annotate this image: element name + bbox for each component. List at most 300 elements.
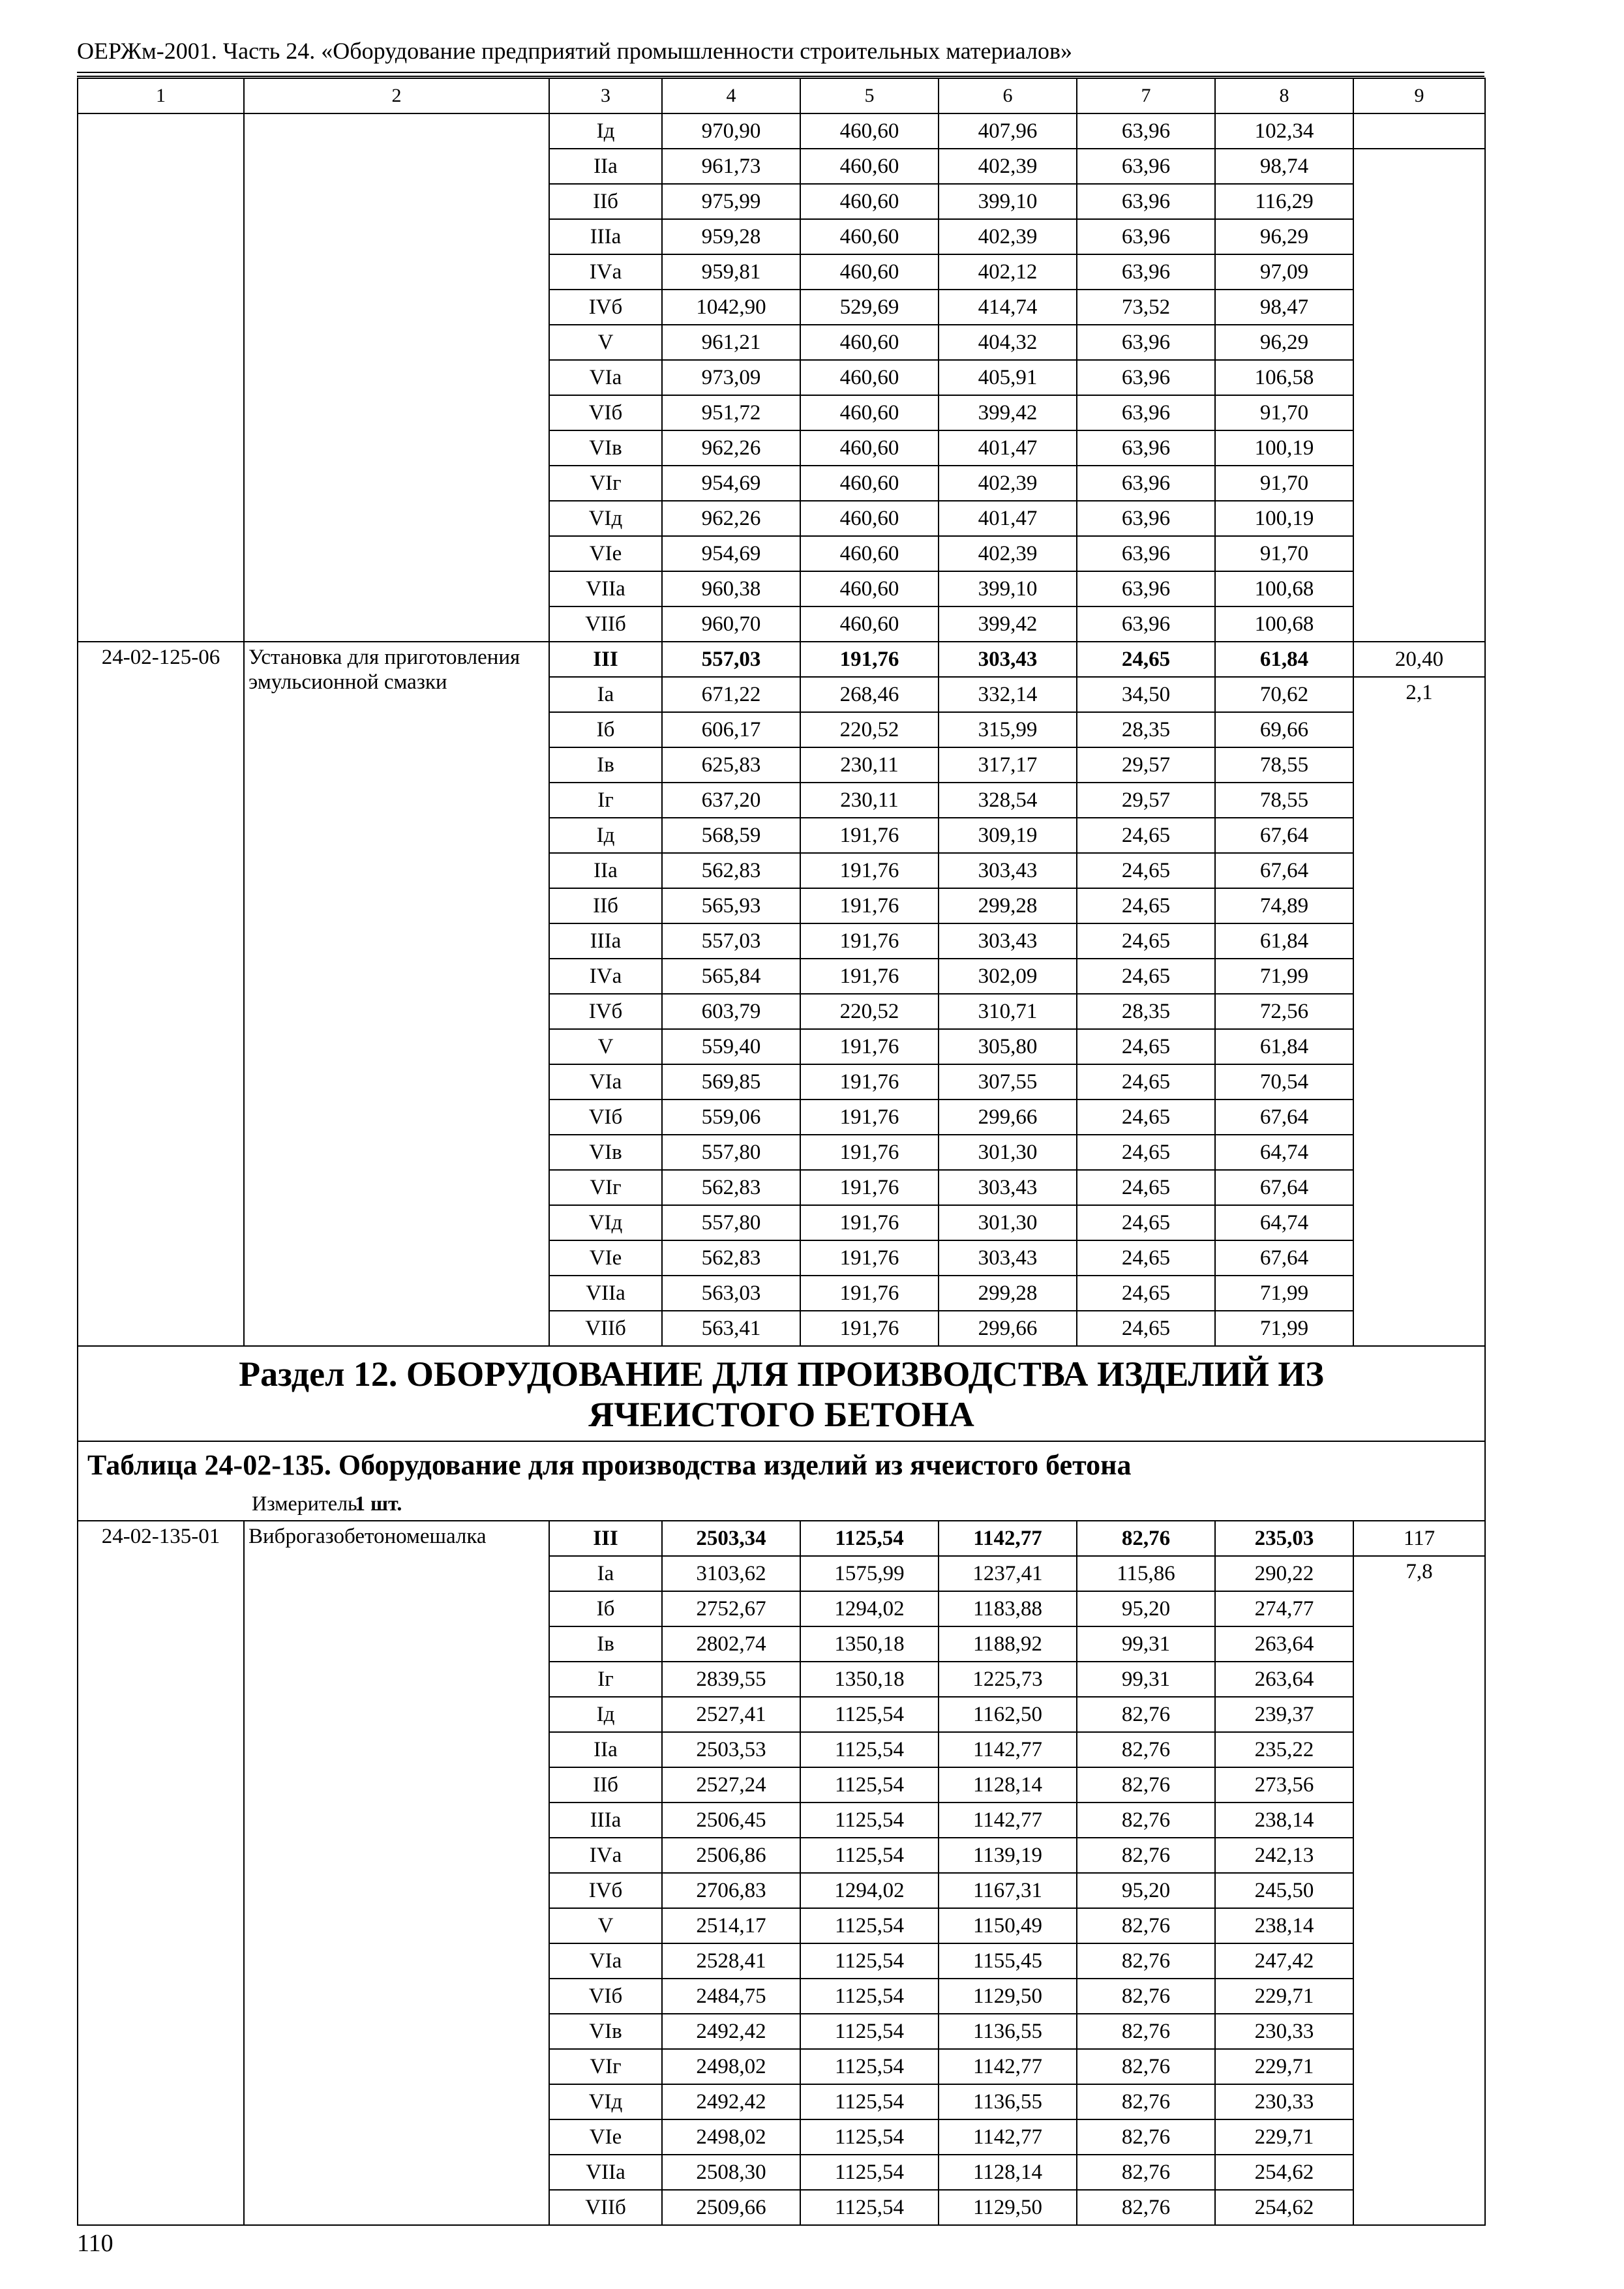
value-cell: 235,03: [1215, 1521, 1353, 1556]
value-cell: 273,56: [1215, 1767, 1353, 1803]
value-cell: 559,40: [662, 1029, 800, 1064]
value-cell: 401,47: [939, 430, 1077, 466]
value-cell: 100,19: [1215, 430, 1353, 466]
zone-cell: VIг: [549, 2049, 662, 2084]
value-cell: 299,66: [939, 1100, 1077, 1135]
value-cell: 1136,55: [939, 2014, 1077, 2049]
value-cell: 959,28: [662, 219, 800, 254]
value-cell: 2484,75: [662, 1979, 800, 2014]
value-cell: 305,80: [939, 1029, 1077, 1064]
value-cell: 24,65: [1077, 888, 1215, 923]
zone-cell: VIв: [549, 430, 662, 466]
value-cell: 2506,86: [662, 1838, 800, 1873]
zone-cell: VIа: [549, 1064, 662, 1100]
value-cell: 82,76: [1077, 2155, 1215, 2190]
zone-cell: IIб: [549, 1767, 662, 1803]
value-cell: 460,60: [800, 254, 939, 290]
value-cell: 191,76: [800, 642, 939, 677]
value-cell: 317,17: [939, 747, 1077, 783]
value-cell: 401,47: [939, 501, 1077, 536]
value-cell: 24,65: [1077, 1064, 1215, 1100]
value-cell: 82,76: [1077, 2190, 1215, 2225]
zone-cell: Iв: [549, 747, 662, 783]
zone-cell: VIIб: [549, 1311, 662, 1346]
value-cell: 951,72: [662, 395, 800, 430]
item-code: [78, 113, 244, 642]
zone-cell: IIа: [549, 149, 662, 184]
value-cell: 1188,92: [939, 1626, 1077, 1662]
value-cell: 95,20: [1077, 1591, 1215, 1626]
value-cell: 563,03: [662, 1276, 800, 1311]
value-cell: 671,22: [662, 677, 800, 712]
value-cell: 100,68: [1215, 606, 1353, 642]
value-cell: 460,60: [800, 466, 939, 501]
value-cell: 1125,54: [800, 2049, 939, 2084]
zone-cell: III: [549, 1521, 662, 1556]
value-cell: 191,76: [800, 1240, 939, 1276]
value-cell: 1142,77: [939, 2049, 1077, 2084]
value-cell: 99,31: [1077, 1626, 1215, 1662]
value-cell: 460,60: [800, 113, 939, 149]
value-cell: 960,38: [662, 571, 800, 606]
column-header: 8: [1215, 78, 1353, 113]
unit-row: [78, 1490, 1485, 1521]
value-cell: 563,41: [662, 1311, 800, 1346]
section-title-line1: Раздел 12. ОБОРУДОВАНИЕ ДЛЯ ПРОИЗВОДСТВА ИЗДЕЛИЙ ИЗ: [239, 1354, 1324, 1394]
value-cell: 303,43: [939, 642, 1077, 677]
zone-cell: Iа: [549, 1556, 662, 1591]
value-cell: 63,96: [1077, 254, 1215, 290]
value-cell: 24,65: [1077, 1170, 1215, 1205]
value-cell: 2509,66: [662, 2190, 800, 2225]
value-cell: 606,17: [662, 712, 800, 747]
column-header: 3: [549, 78, 662, 113]
value-cell: 299,28: [939, 888, 1077, 923]
value-cell: 63,96: [1077, 325, 1215, 360]
value-cell: 565,84: [662, 959, 800, 994]
value-cell: 2527,24: [662, 1767, 800, 1803]
zone-cell: IIIа: [549, 923, 662, 959]
value-cell: 1125,54: [800, 1767, 939, 1803]
value-cell: 82,76: [1077, 1767, 1215, 1803]
value-cell: 1125,54: [800, 2084, 939, 2119]
value-cell: 238,14: [1215, 1908, 1353, 1943]
value-cell: 67,64: [1215, 818, 1353, 853]
zone-cell: VIд: [549, 2084, 662, 2119]
value-cell: 1142,77: [939, 1803, 1077, 1838]
value-cell: 230,33: [1215, 2084, 1353, 2119]
value-cell: 1125,54: [800, 2155, 939, 2190]
value-cell: 191,76: [800, 1100, 939, 1135]
value-cell: 301,30: [939, 1135, 1077, 1170]
value-cell: 229,71: [1215, 2119, 1353, 2155]
column-header: 2: [244, 78, 549, 113]
value-cell: 78,55: [1215, 747, 1353, 783]
value-cell: 96,29: [1215, 325, 1353, 360]
unit-value: 1 шт.: [355, 1491, 402, 1515]
value-cell: 315,99: [939, 712, 1077, 747]
value-cell: 97,09: [1215, 254, 1353, 290]
value-cell: 191,76: [800, 1205, 939, 1240]
value-cell: 960,70: [662, 606, 800, 642]
value-cell: 24,65: [1077, 1240, 1215, 1276]
value-cell: 302,09: [939, 959, 1077, 994]
value-cell: 191,76: [800, 853, 939, 888]
value-cell: 1125,54: [800, 2190, 939, 2225]
value-cell: 1125,54: [800, 1908, 939, 1943]
value-cell: 100,68: [1215, 571, 1353, 606]
unit-label: Измеритель:: [252, 1491, 363, 1515]
table-title-row: [78, 1441, 1485, 1490]
value-cell: 303,43: [939, 853, 1077, 888]
labor-cell: 2,1: [1353, 677, 1485, 1346]
header-rule-double: [77, 76, 1484, 77]
value-cell: 1142,77: [939, 1521, 1077, 1556]
value-cell: 24,65: [1077, 1276, 1215, 1311]
zone-cell: IIIа: [549, 219, 662, 254]
value-cell: 2492,42: [662, 2084, 800, 2119]
item-name: Виброгазобетономешалка: [244, 1521, 549, 2225]
value-cell: 565,93: [662, 888, 800, 923]
value-cell: 24,65: [1077, 853, 1215, 888]
section-title-line2: ЯЧЕИСТОГО БЕТОНА: [588, 1395, 974, 1434]
value-cell: 3103,62: [662, 1556, 800, 1591]
value-cell: 301,30: [939, 1205, 1077, 1240]
zone-cell: VIа: [549, 1943, 662, 1979]
value-cell: 309,19: [939, 818, 1077, 853]
item-code: 24-02-135-01: [78, 1521, 244, 2225]
value-cell: 220,52: [800, 712, 939, 747]
value-cell: 303,43: [939, 1170, 1077, 1205]
value-cell: 399,42: [939, 395, 1077, 430]
value-cell: 1136,55: [939, 2084, 1077, 2119]
value-cell: 405,91: [939, 360, 1077, 395]
zone-cell: VIг: [549, 466, 662, 501]
value-cell: 1150,49: [939, 1908, 1077, 1943]
value-cell: 2503,53: [662, 1732, 800, 1767]
value-cell: 61,84: [1215, 923, 1353, 959]
section-title-row: [78, 1346, 1485, 1441]
value-cell: 242,13: [1215, 1838, 1353, 1873]
value-cell: 460,60: [800, 219, 939, 254]
value-cell: 460,60: [800, 606, 939, 642]
value-cell: 303,43: [939, 923, 1077, 959]
value-cell: 191,76: [800, 1311, 939, 1346]
value-cell: 64,74: [1215, 1135, 1353, 1170]
value-cell: 557,80: [662, 1135, 800, 1170]
value-cell: 63,96: [1077, 395, 1215, 430]
zone-cell: IVб: [549, 290, 662, 325]
value-cell: 229,71: [1215, 1979, 1353, 2014]
value-cell: 562,83: [662, 1240, 800, 1276]
value-cell: 71,99: [1215, 959, 1353, 994]
value-cell: 961,73: [662, 149, 800, 184]
zone-cell: Iб: [549, 712, 662, 747]
value-cell: 402,39: [939, 466, 1077, 501]
value-cell: 460,60: [800, 501, 939, 536]
value-cell: 328,54: [939, 783, 1077, 818]
value-cell: 67,64: [1215, 1240, 1353, 1276]
value-cell: 82,76: [1077, 1838, 1215, 1873]
zone-cell: V: [549, 1029, 662, 1064]
value-cell: 2503,34: [662, 1521, 800, 1556]
column-header: 4: [662, 78, 800, 113]
value-cell: 230,33: [1215, 2014, 1353, 2049]
value-cell: 63,96: [1077, 501, 1215, 536]
column-header-row: [78, 78, 1485, 113]
value-cell: 24,65: [1077, 1205, 1215, 1240]
value-cell: 402,39: [939, 219, 1077, 254]
value-cell: 460,60: [800, 571, 939, 606]
value-cell: 69,66: [1215, 712, 1353, 747]
item-name: [244, 113, 549, 642]
table-row: [78, 642, 1485, 677]
value-cell: 1575,99: [800, 1556, 939, 1591]
value-cell: 299,28: [939, 1276, 1077, 1311]
zone-cell: VIа: [549, 360, 662, 395]
value-cell: 82,76: [1077, 1943, 1215, 1979]
value-cell: 1350,18: [800, 1662, 939, 1697]
zone-cell: VIIа: [549, 571, 662, 606]
value-cell: 235,22: [1215, 1732, 1353, 1767]
value-cell: 191,76: [800, 818, 939, 853]
labor-cell: 117: [1353, 1521, 1485, 1556]
value-cell: 310,71: [939, 994, 1077, 1029]
zone-cell: IVб: [549, 994, 662, 1029]
value-cell: 973,09: [662, 360, 800, 395]
value-cell: 24,65: [1077, 923, 1215, 959]
value-cell: 2752,67: [662, 1591, 800, 1626]
value-cell: 961,21: [662, 325, 800, 360]
zone-cell: IVб: [549, 1873, 662, 1908]
value-cell: 230,11: [800, 783, 939, 818]
value-cell: 64,74: [1215, 1205, 1353, 1240]
zone-cell: Iг: [549, 1662, 662, 1697]
value-cell: 263,64: [1215, 1662, 1353, 1697]
value-cell: 569,85: [662, 1064, 800, 1100]
value-cell: 268,46: [800, 677, 939, 712]
value-cell: 82,76: [1077, 1979, 1215, 2014]
value-cell: 1142,77: [939, 1732, 1077, 1767]
value-cell: 63,96: [1077, 360, 1215, 395]
value-cell: 290,22: [1215, 1556, 1353, 1591]
zone-cell: VIе: [549, 1240, 662, 1276]
zone-cell: V: [549, 1908, 662, 1943]
labor-cell: 20,40: [1353, 642, 1485, 677]
column-header: 1: [78, 78, 244, 113]
value-cell: 115,86: [1077, 1556, 1215, 1591]
column-header: 7: [1077, 78, 1215, 113]
value-cell: 1155,45: [939, 1943, 1077, 1979]
value-cell: 191,76: [800, 1064, 939, 1100]
value-cell: 63,96: [1077, 430, 1215, 466]
value-cell: 1125,54: [800, 2119, 939, 2155]
zone-cell: Iд: [549, 113, 662, 149]
value-cell: 72,56: [1215, 994, 1353, 1029]
value-cell: 24,65: [1077, 1135, 1215, 1170]
value-cell: 460,60: [800, 184, 939, 219]
value-cell: 229,71: [1215, 2049, 1353, 2084]
value-cell: 975,99: [662, 184, 800, 219]
value-cell: 24,65: [1077, 1100, 1215, 1135]
zone-cell: IIб: [549, 184, 662, 219]
value-cell: 404,32: [939, 325, 1077, 360]
value-cell: 191,76: [800, 959, 939, 994]
value-cell: 24,65: [1077, 1311, 1215, 1346]
value-cell: 970,90: [662, 113, 800, 149]
value-cell: 1183,88: [939, 1591, 1077, 1626]
table-row: [78, 1521, 1485, 1556]
value-cell: 254,62: [1215, 2155, 1353, 2190]
labor-cell: [1353, 149, 1485, 642]
value-cell: 24,65: [1077, 1029, 1215, 1064]
value-cell: 307,55: [939, 1064, 1077, 1100]
value-cell: 98,74: [1215, 149, 1353, 184]
value-cell: 1125,54: [800, 1943, 939, 1979]
zone-cell: Iв: [549, 1626, 662, 1662]
column-header: 6: [939, 78, 1077, 113]
value-cell: 959,81: [662, 254, 800, 290]
value-cell: 82,76: [1077, 1521, 1215, 1556]
value-cell: 460,60: [800, 536, 939, 571]
value-cell: 74,89: [1215, 888, 1353, 923]
value-cell: 2492,42: [662, 2014, 800, 2049]
value-cell: 1125,54: [800, 1521, 939, 1556]
zone-cell: IIIа: [549, 1803, 662, 1838]
value-cell: 1294,02: [800, 1591, 939, 1626]
value-cell: 402,39: [939, 536, 1077, 571]
value-cell: 2498,02: [662, 2049, 800, 2084]
zone-cell: VIд: [549, 1205, 662, 1240]
value-cell: 191,76: [800, 1135, 939, 1170]
zone-cell: VIIб: [549, 606, 662, 642]
value-cell: 82,76: [1077, 2119, 1215, 2155]
value-cell: 29,57: [1077, 747, 1215, 783]
value-cell: 962,26: [662, 430, 800, 466]
value-cell: 1125,54: [800, 1697, 939, 1732]
value-cell: 99,31: [1077, 1662, 1215, 1697]
value-cell: 78,55: [1215, 783, 1353, 818]
value-cell: 82,76: [1077, 1697, 1215, 1732]
zone-cell: VIв: [549, 1135, 662, 1170]
value-cell: 407,96: [939, 113, 1077, 149]
value-cell: 399,42: [939, 606, 1077, 642]
value-cell: 24,65: [1077, 818, 1215, 853]
value-cell: 63,96: [1077, 113, 1215, 149]
value-cell: 63,96: [1077, 184, 1215, 219]
value-cell: 529,69: [800, 290, 939, 325]
labor-cell: [1353, 113, 1485, 149]
price-table: [77, 78, 1486, 2226]
value-cell: 2528,41: [662, 1943, 800, 1979]
value-cell: 67,64: [1215, 1100, 1353, 1135]
value-cell: 1128,14: [939, 1767, 1077, 1803]
zone-cell: III: [549, 642, 662, 677]
zone-cell: IVа: [549, 254, 662, 290]
zone-cell: VIб: [549, 395, 662, 430]
value-cell: 1167,31: [939, 1873, 1077, 1908]
column-header: 5: [800, 78, 939, 113]
value-cell: 274,77: [1215, 1591, 1353, 1626]
zone-cell: IIб: [549, 888, 662, 923]
value-cell: 191,76: [800, 1276, 939, 1311]
zone-cell: IIа: [549, 853, 662, 888]
zone-cell: VIIа: [549, 2155, 662, 2190]
value-cell: 954,69: [662, 536, 800, 571]
value-cell: 1125,54: [800, 2014, 939, 2049]
value-cell: 63,96: [1077, 466, 1215, 501]
zone-cell: IVа: [549, 959, 662, 994]
value-cell: 28,35: [1077, 712, 1215, 747]
table-row: [78, 113, 1485, 149]
zone-cell: VIв: [549, 2014, 662, 2049]
value-cell: 220,52: [800, 994, 939, 1029]
value-cell: 245,50: [1215, 1873, 1353, 1908]
value-cell: 63,96: [1077, 149, 1215, 184]
value-cell: 332,14: [939, 677, 1077, 712]
value-cell: 399,10: [939, 184, 1077, 219]
column-header: 9: [1353, 78, 1485, 113]
value-cell: 559,06: [662, 1100, 800, 1135]
value-cell: 63,96: [1077, 571, 1215, 606]
value-cell: 557,03: [662, 923, 800, 959]
value-cell: 603,79: [662, 994, 800, 1029]
value-cell: 1350,18: [800, 1626, 939, 1662]
value-cell: 2839,55: [662, 1662, 800, 1697]
item-name: Установка для приготовления эмульсионной смазки: [244, 642, 549, 1346]
value-cell: 2802,74: [662, 1626, 800, 1662]
value-cell: 71,99: [1215, 1311, 1353, 1346]
value-cell: 1125,54: [800, 1803, 939, 1838]
value-cell: 116,29: [1215, 184, 1353, 219]
value-cell: 96,29: [1215, 219, 1353, 254]
value-cell: 2508,30: [662, 2155, 800, 2190]
value-cell: 460,60: [800, 395, 939, 430]
value-cell: 263,64: [1215, 1626, 1353, 1662]
page-number: 110: [77, 2230, 113, 2257]
value-cell: 557,03: [662, 642, 800, 677]
zone-cell: Iг: [549, 783, 662, 818]
value-cell: 63,96: [1077, 606, 1215, 642]
zone-cell: IVа: [549, 1838, 662, 1873]
value-cell: 230,11: [800, 747, 939, 783]
value-cell: 73,52: [1077, 290, 1215, 325]
labor-cell: 7,8: [1353, 1556, 1485, 2225]
zone-cell: VIг: [549, 1170, 662, 1205]
value-cell: 1225,73: [939, 1662, 1077, 1697]
value-cell: 2706,83: [662, 1873, 800, 1908]
value-cell: 1142,77: [939, 2119, 1077, 2155]
value-cell: 399,10: [939, 571, 1077, 606]
value-cell: 82,76: [1077, 1803, 1215, 1838]
unit-of-measure: [78, 1490, 1485, 1521]
value-cell: 70,62: [1215, 677, 1353, 712]
zone-cell: Iд: [549, 1697, 662, 1732]
value-cell: 63,96: [1077, 219, 1215, 254]
value-cell: 191,76: [800, 1170, 939, 1205]
value-cell: 460,60: [800, 149, 939, 184]
value-cell: 1125,54: [800, 1979, 939, 2014]
value-cell: 1125,54: [800, 1838, 939, 1873]
value-cell: 238,14: [1215, 1803, 1353, 1838]
value-cell: 1128,14: [939, 2155, 1077, 2190]
value-cell: 34,50: [1077, 677, 1215, 712]
value-cell: 29,57: [1077, 783, 1215, 818]
value-cell: 1129,50: [939, 2190, 1077, 2225]
value-cell: 67,64: [1215, 1170, 1353, 1205]
value-cell: 95,20: [1077, 1873, 1215, 1908]
zone-cell: VIIа: [549, 1276, 662, 1311]
